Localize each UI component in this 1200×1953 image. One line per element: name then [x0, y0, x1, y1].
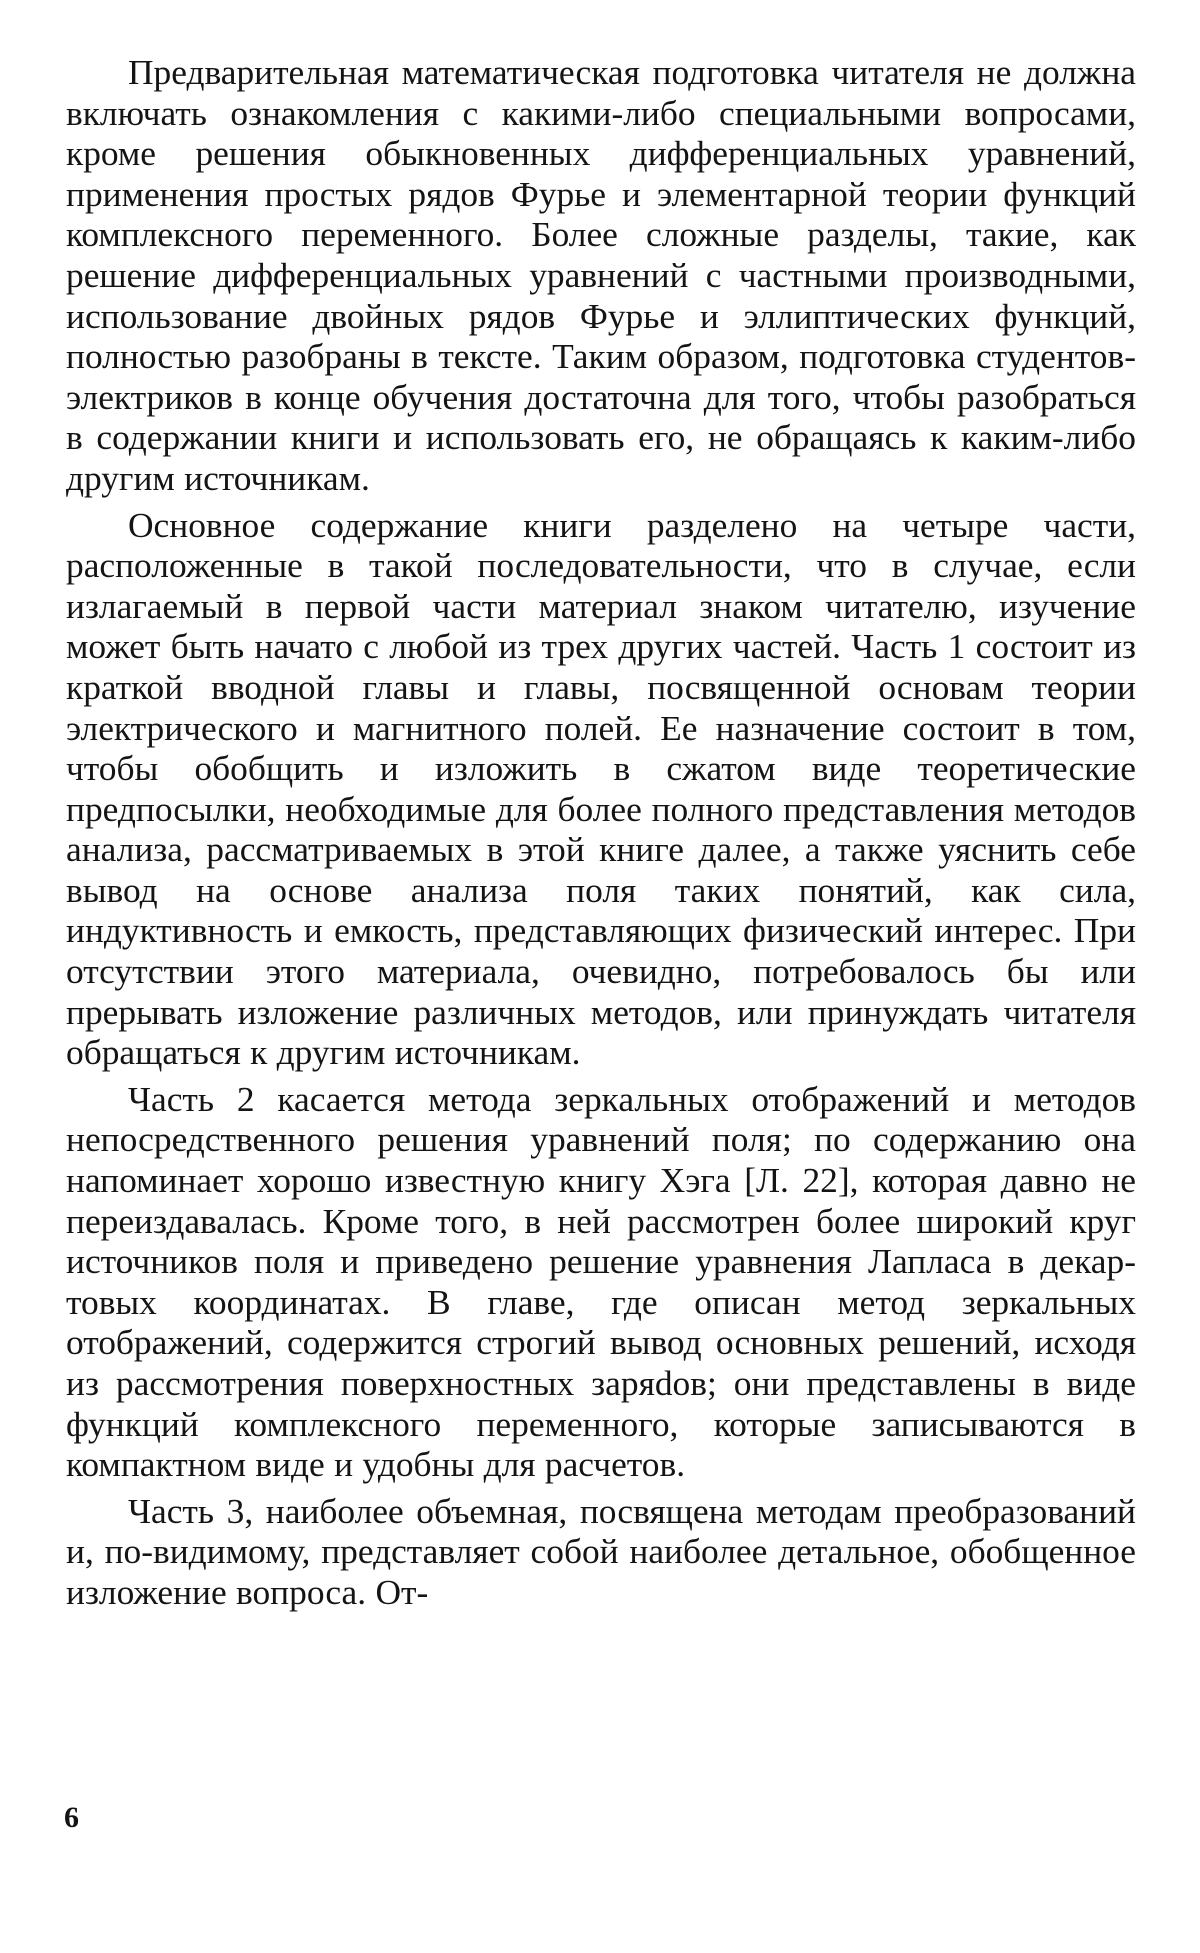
paragraph-book-structure: Основное содержание книги разделено на четыре части, расположенные в такой последовательности, что в случае, если излагаемый в первой части материал знаком читателю, изучение может быть начато с любой из трех других частей. Часть 1 состоит из краткой вводной главы и главы, посвященной основам теории электрического и магнитного полей. Ее назначение состоит в том, чтобы обобщить и изложить в сжатом виде теоретические предпосылки, необходимые для более полного представления методов анализа, рассматриваемых в этой книге далее, а также уяснить себе вывод на основе анализа поля таких понятий, как сила, индуктивность и емкость, представляющих физический интерес. При отсутствии этого материала, очевидно, потребовалось бы или прерывать изложение различных методов, или принуждать читателя обращаться к другим источникам. — [66, 504, 1136, 1073]
page-number: 6 — [64, 1801, 79, 1834]
page-text — [66, 52, 1136, 1613]
paragraph-prerequisites: Предварительная математическая подготовка читателя не должна включать ознакомления с какими-либо специальными вопросами, кроме решения обыкновенных дифференциальных уравнений, применения простых рядов Фурье и элементарной теории функций комплексного переменного. Более сложные разделы, такие, как решение дифференциальных уравнений с частными производными, использование двойных рядов Фурье и эллиптических функций, полностью разобраны в тексте. Таким образом, подготовка студентов-электриков в конце обучения достаточна для того, чтобы разобраться в содержании книги и использовать его, не обращаясь к каким-либо другим источникам. — [66, 52, 1136, 498]
paragraph-part-three: Часть 3, наиболее объемная, посвящена методам преобразований и, по-видимому, представляет собой наиболее детальное, обобщенное изложение вопроса. От- — [66, 1490, 1136, 1612]
paragraph-part-two: Часть 2 касается метода зеркальных отображений и методов непосредственного решения уравнений поля; по содержанию она напоминает хорошо известную книгу Хэга [Л. 22], которая давно не переиздавалась. Кроме того, в ней рассмотрен более широкий круг источников поля и приведено решение уравнения Лапласа в декартовых координатах. В главе, где описан метод зеркальных отображений, содержится строгий вывод основных решений, исходя из рассмотрения поверхностных заряdов; они представлены в виде функций комплексного переменного, которые записываются в компактном виде и удобны для расчетов. — [66, 1078, 1136, 1485]
